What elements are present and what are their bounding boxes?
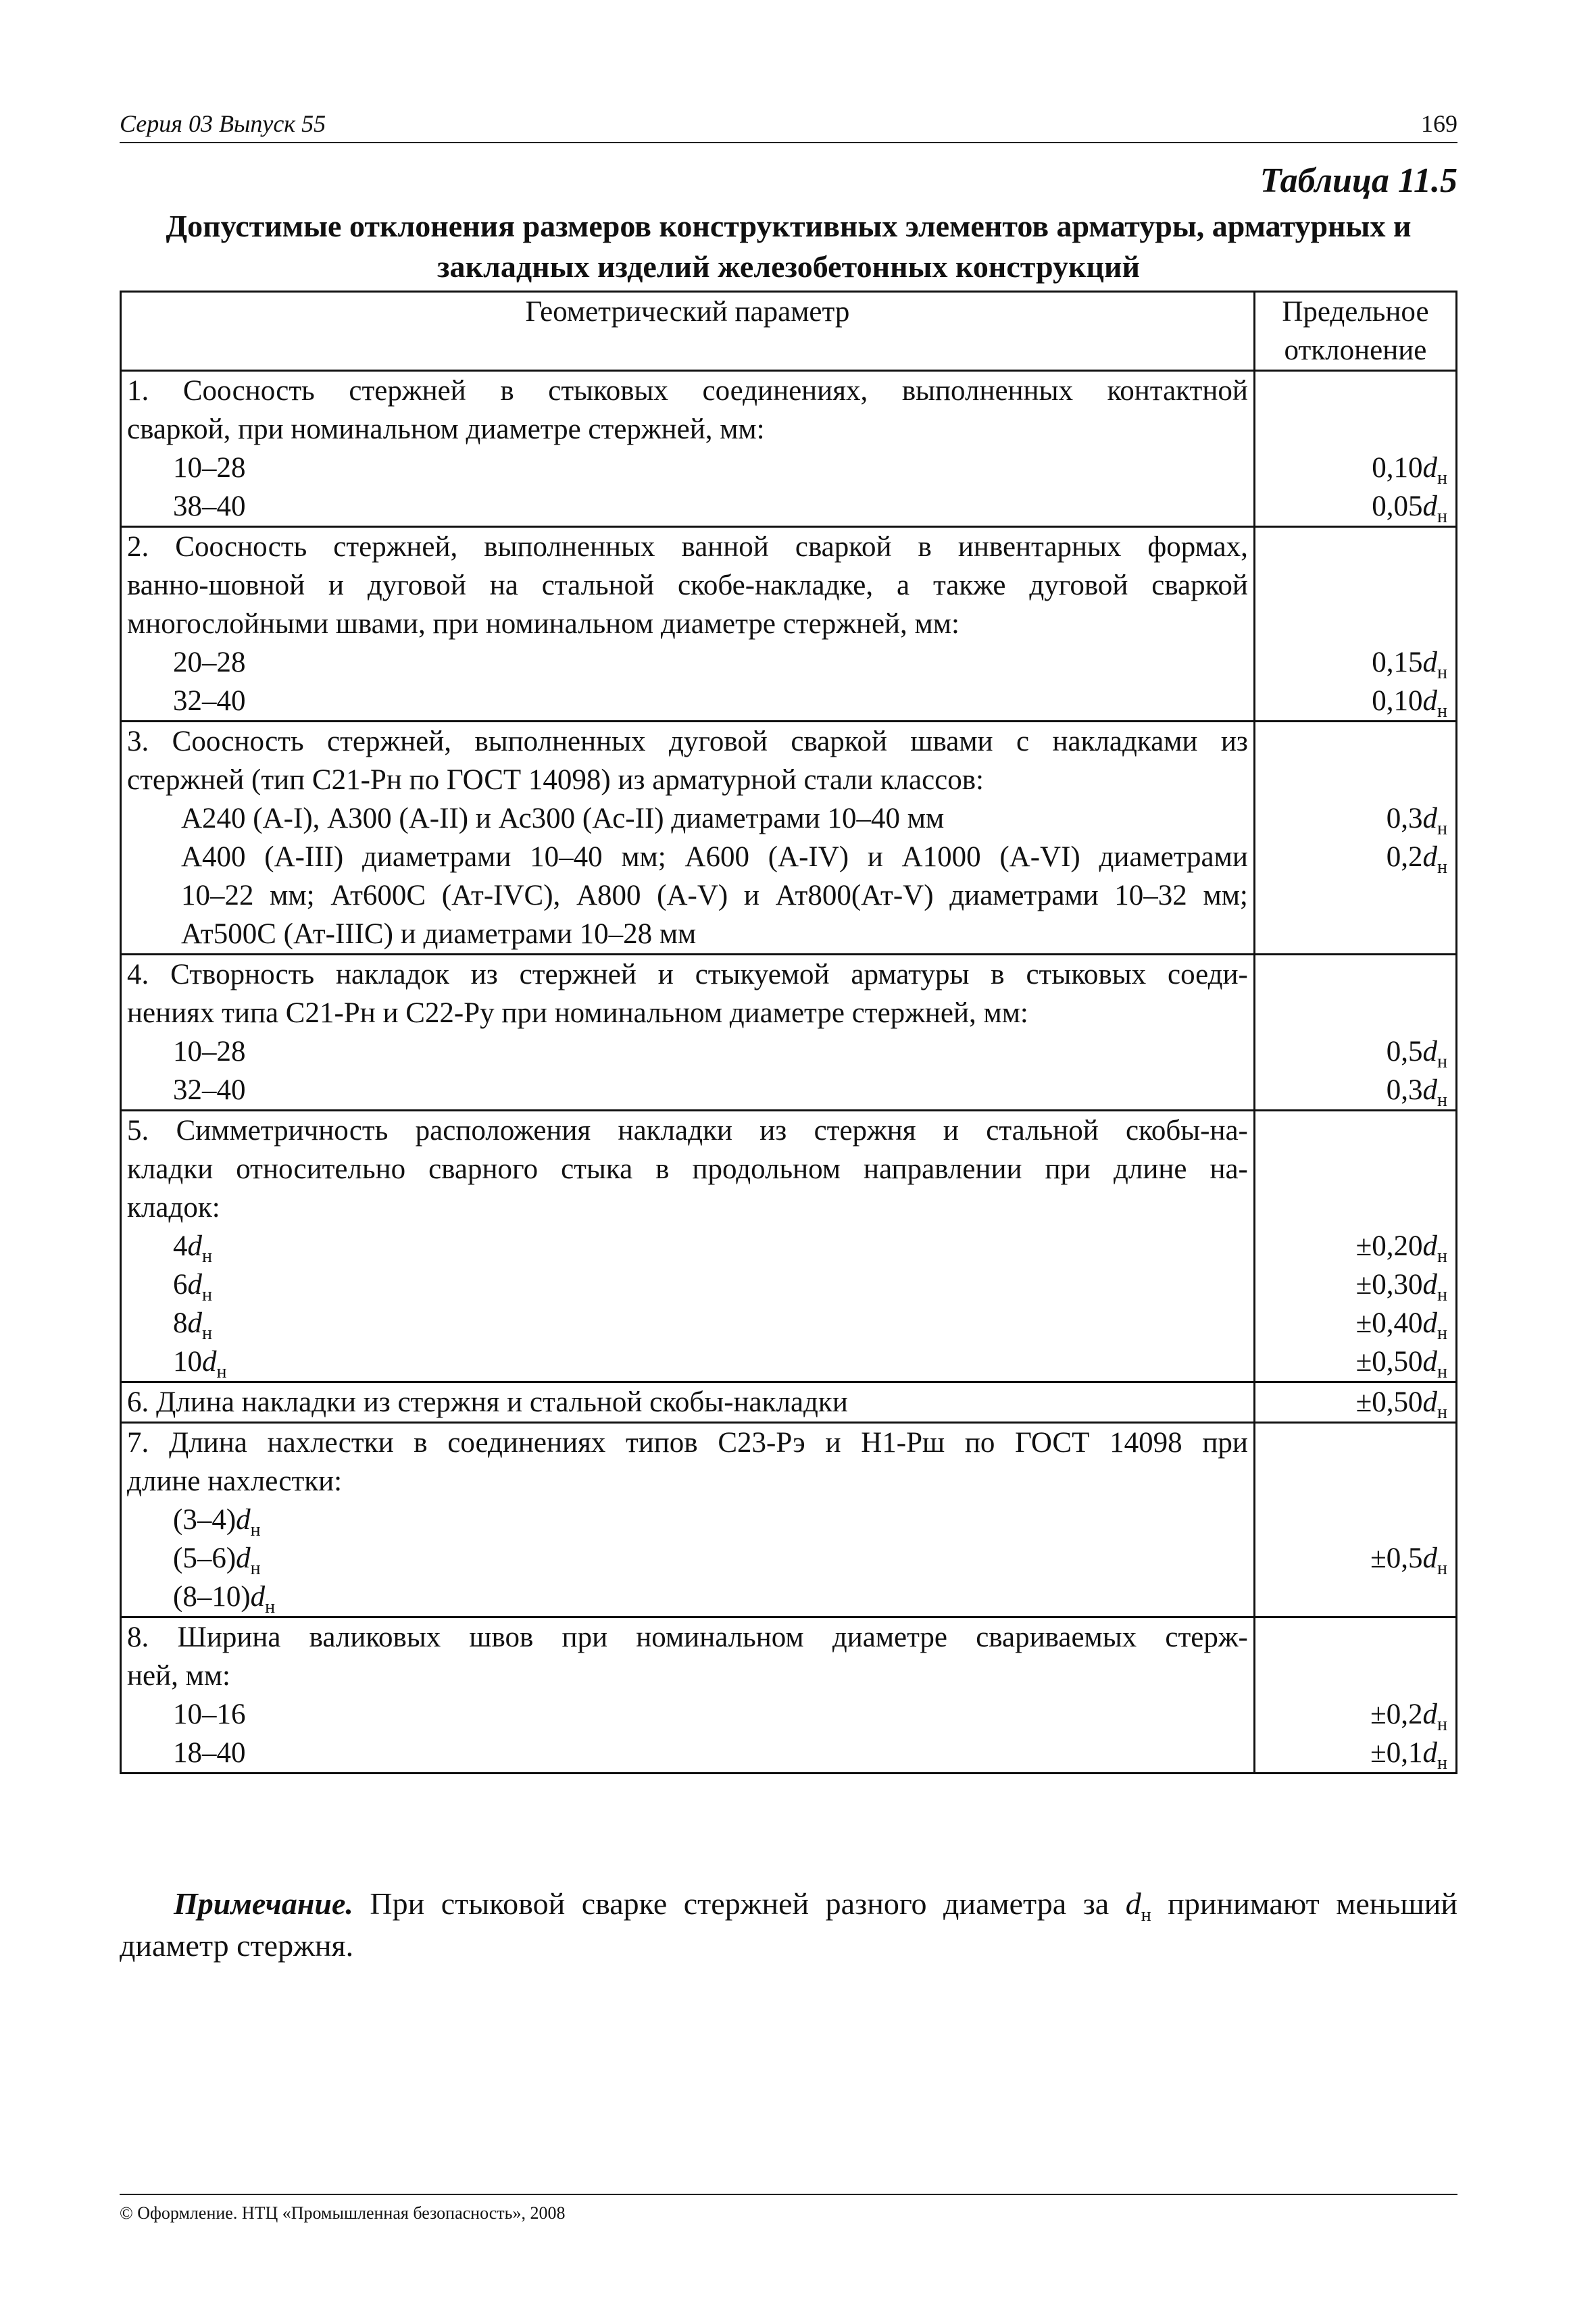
row-item-label: 20–28: [173, 647, 246, 678]
row-text-line: многослойными швами, при номинальном диаметре стержней, мм:: [127, 608, 959, 640]
row-7-deviation: [1254, 1423, 1456, 1617]
header-deviation-line-1: Предельное: [1282, 296, 1429, 328]
deviation-value: $0,5d_н$: [1386, 1036, 1447, 1072]
row-4-deviation: [1254, 955, 1456, 1111]
table-row-8: [121, 1617, 1457, 1774]
deviation-value: $\pm 0,40d_н$: [1355, 1307, 1447, 1344]
row-text-line: 6. Длина накладки из стержня и стальной скобы-накладки: [127, 1386, 848, 1418]
deviation-value: $\pm 0,50d_н$: [1355, 1346, 1447, 1382]
page-number: 169: [1421, 110, 1457, 137]
deviation-value: $\pm 0,20d_н$: [1355, 1230, 1447, 1267]
row-item-label: 38–40: [173, 491, 246, 522]
row-text-line: 5. Симметричность расположения накладки из стержня и стальной скобы-на-: [127, 1115, 1248, 1147]
table-row-1: [121, 371, 1457, 527]
note-text-after: принимают меньший диаметр стержня.: [120, 1886, 1458, 1963]
table-row-6: [121, 1382, 1457, 1423]
row-text-line: сваркой, при номинальном диаметре стержней, мм:: [127, 413, 765, 445]
row-text-line: кладки относительно сварного стыка в продольном направлении при длине на-: [127, 1153, 1248, 1185]
caption-line-1: Допустимые отклонения размеров конструктивных элементов арматуры, арматурных и: [166, 209, 1412, 243]
row-item-label: 32–40: [173, 1074, 246, 1106]
row-6-param: [121, 1382, 1255, 1423]
row-item-label: 10–28: [173, 452, 246, 484]
row-text-line: Ат500С (Ат-IIIС) и диаметрами 10–28 мм: [181, 918, 697, 950]
row-text-line: ней, мм:: [127, 1660, 230, 1692]
row-2-param: [121, 527, 1255, 722]
row-5-deviation: [1254, 1111, 1456, 1382]
row-item-label: $8d_н$: [173, 1307, 212, 1344]
row-text-line: 1. Соосность стержней в стыковых соединениях, выполненных контактной: [127, 375, 1248, 407]
row-text-line: ванно-шовной и дуговой на стальной скобе-накладке, а также дуговой сваркой: [127, 570, 1248, 601]
deviation-value: $\pm 0,50d_н$: [1355, 1386, 1447, 1423]
deviation-value: $\pm 0,5d_н$: [1370, 1542, 1447, 1579]
page-footer: © Оформление. НТЦ «Промышленная безопасность», 2008: [120, 2194, 1457, 2223]
table-row-5: [121, 1111, 1457, 1382]
row-text-line: 7. Длина нахлестки в соединениях типов С23-Рэ и Н1-Рш по ГОСТ 14098 при: [127, 1427, 1248, 1459]
row-text-line: 2. Соосность стержней, выполненных ванной сваркой в инвентарных формах,: [127, 531, 1248, 563]
row-item-label: А400 (А-III) диаметрами 10–40 мм; А600 (А-IV) и А1000 (А-VI) диаметрами: [181, 841, 1248, 873]
table-label: Таблица 11.5: [1260, 161, 1457, 200]
table-header-row: [121, 292, 1457, 371]
note-subscript: н: [1141, 1905, 1151, 1926]
row-8-param: [121, 1617, 1255, 1774]
row-text-line: нениях типа С21-Рн и С22-Ру при номинальном диаметре стержней, мм:: [127, 997, 1028, 1029]
row-text-line: длине нахлестки:: [127, 1465, 343, 1497]
caption-line-2: закладных изделий железобетонных конструкций: [437, 249, 1140, 284]
note-label: Примечание.: [174, 1886, 353, 1921]
deviation-value: $\pm 0,1d_н$: [1370, 1737, 1447, 1774]
row-text-line: 8. Ширина валиковых швов при номинальном диаметре свариваемых стерж-: [127, 1621, 1248, 1653]
row-item-label: А240 (А-I), А300 (А-II) и Ас300 (Ас-II) диаметрами 10–40 мм: [181, 803, 945, 834]
row-2-deviation: [1254, 527, 1456, 722]
row-item-label: $(3-4)d_н$: [173, 1504, 261, 1540]
row-item-label: 10–16: [173, 1699, 246, 1730]
header-deviation-line-2: отклонение: [1284, 334, 1427, 366]
note-symbol: d: [1125, 1886, 1141, 1921]
series-title: Серия 03 Выпуск 55: [120, 110, 326, 137]
deviation-value: $0,10d_н$: [1372, 685, 1447, 722]
row-4-param: [121, 955, 1255, 1111]
deviation-value: $0,3d_н$: [1386, 803, 1447, 839]
row-6-deviation: [1254, 1382, 1456, 1423]
deviation-value: $0,10d_н$: [1372, 452, 1447, 488]
row-text-line: кладок:: [127, 1192, 220, 1224]
deviation-value: $0,15d_н$: [1372, 647, 1447, 683]
row-text-line: 10–22 мм; Ат600С (Ат-IVС), А800 (А-V) и Ат800(Ат-V) диаметрами 10–32 мм;: [181, 880, 1248, 911]
table-caption: [120, 206, 1457, 287]
header-deviation: [1254, 292, 1456, 371]
deviation-value: $\pm 0,30d_н$: [1355, 1269, 1447, 1305]
row-3-deviation: [1254, 722, 1456, 955]
row-5-param: [121, 1111, 1255, 1382]
table-row-3: [121, 722, 1457, 955]
row-item-label: 10–28: [173, 1036, 246, 1067]
table-note: [120, 1883, 1457, 1967]
row-1-deviation: [1254, 371, 1456, 527]
table-row-4: [121, 955, 1457, 1111]
row-3-param: [121, 722, 1255, 955]
page-header: [120, 101, 1457, 143]
deviation-value: $0,2d_н$: [1386, 841, 1447, 878]
row-text-line: 3. Соосность стержней, выполненных дуговой сваркой швами с накладками из: [127, 726, 1248, 757]
tolerance-table: [120, 291, 1457, 1774]
header-param: Геометрический параметр: [121, 292, 1255, 371]
row-7-param: [121, 1423, 1255, 1617]
row-1-param: [121, 371, 1255, 527]
table-row-2: [121, 527, 1457, 722]
row-item-label: $6d_н$: [173, 1269, 212, 1305]
deviation-value: $0,05d_н$: [1372, 491, 1447, 527]
row-8-deviation: [1254, 1617, 1456, 1774]
row-text-line: стержней (тип С21-Рн по ГОСТ 14098) из арматурной стали классов:: [127, 764, 984, 796]
deviation-value: $0,3d_н$: [1386, 1074, 1447, 1111]
row-item-label: 32–40: [173, 685, 246, 717]
row-item-label: $(5-6)d_н$: [173, 1542, 261, 1579]
row-item-label: $(8-10)d_н$: [173, 1581, 276, 1617]
note-text-before: При стыковой сварке стержней разного диаметра за: [370, 1886, 1109, 1921]
row-item-label: $10d_н$: [173, 1346, 227, 1382]
row-item-label: 18–40: [173, 1737, 246, 1769]
row-text-line: 4. Створность накладок из стержней и стыкуемой арматуры в стыковых соеди-: [127, 959, 1248, 990]
row-item-label: $4d_н$: [173, 1230, 212, 1267]
deviation-value: $\pm 0,2d_н$: [1370, 1699, 1447, 1735]
table-row-7: [121, 1423, 1457, 1617]
